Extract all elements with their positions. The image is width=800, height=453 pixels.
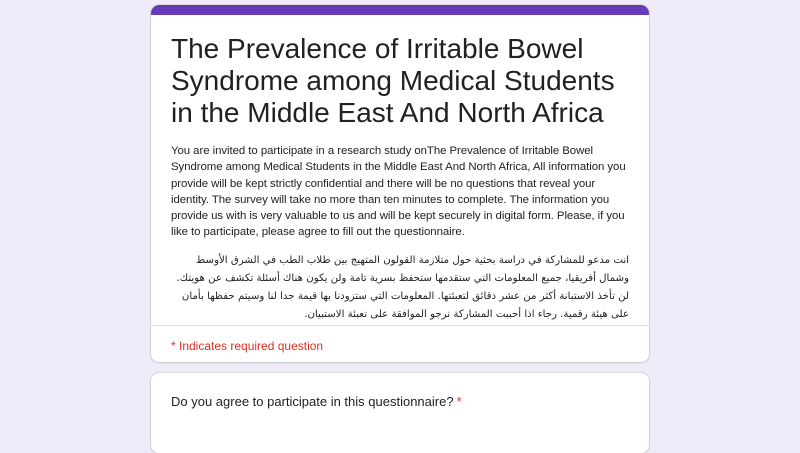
question-title-row: [171, 394, 462, 409]
form-title: The Prevalence of Irritable Bowel Syndrome among Medical Students in the Middle East And North Africa: [171, 33, 615, 128]
required-question-note: * Indicates required question: [171, 339, 324, 353]
form-description-arabic: انت مدعو للمشاركة في دراسة بحثية حول متلازمة القولون المتهيج بين طلاب الطب في الشرق الأوسط وشمال أفريقيا، جميع المعلومات التي ستقدمها ستحفظ بسرية تامة ولن يكون هناك أسئلة تكشف عن هويتك. لن تأخذ الاستبانة أكثر من عشر دقائق لتعبئتها. المعلومات التي ستزودنا بها قيمة جدا لنا وسيتم حفظها بأمان على هيئة رقمية. رجاء اذا أحببت المشاركة نرجو الموافقة على تعبئة الاستبيان.: [176, 254, 629, 320]
form-description-english: You are invited to participate in a research study onThe Prevalence of Irritable Bowel Syndrome among Medical Students in the Middle East And North Africa, All information you provide will be kept strictly confidential and there will be no questions that reveal your identity. The survey will take no more than ten minutes to complete. The information you provide us with is very valuable to us and will be kept securely in digital form. Please, if you like to participate, please agree to fill out the questionnaire.: [171, 145, 626, 239]
question-card: [151, 373, 649, 453]
divider: [151, 325, 649, 326]
question-title: Do you agree to participate in this questionnaire?: [171, 394, 454, 409]
accent-bar: [151, 5, 649, 15]
required-asterisk: *: [456, 394, 462, 409]
form-header-card: [151, 5, 649, 362]
